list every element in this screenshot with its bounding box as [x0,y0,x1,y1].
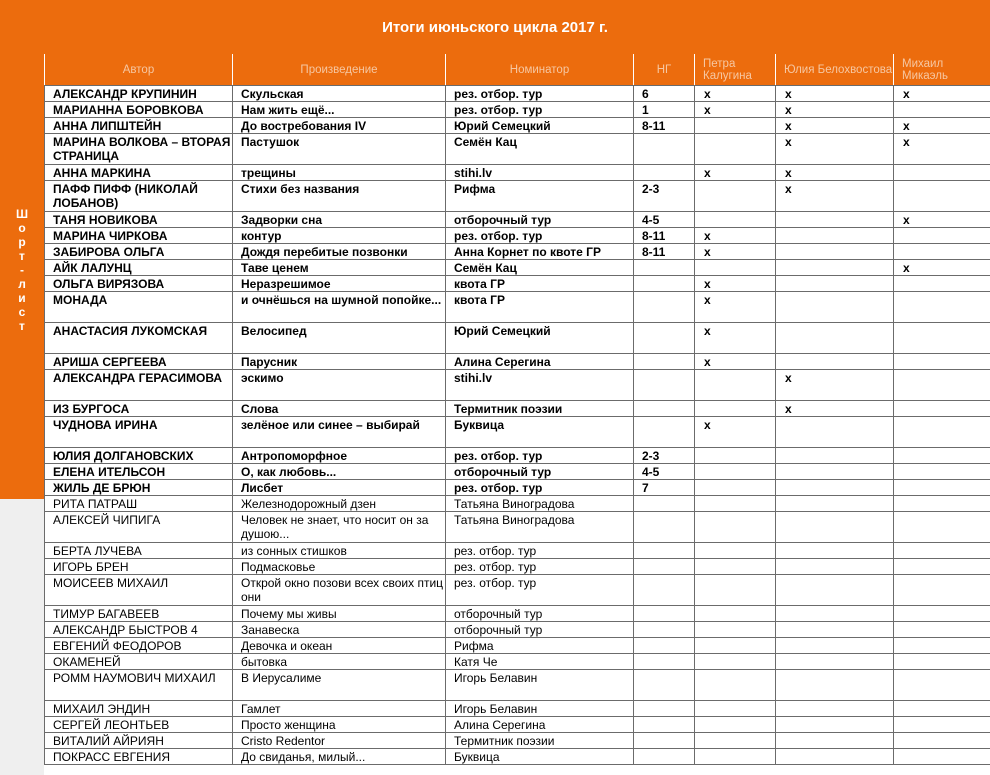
long-row [45,622,990,638]
nominator-cell: Рифма [446,638,634,654]
nominator-cell: рез. отбор. тур [446,86,634,102]
nominator-cell: Термитник поэзии [446,401,634,417]
judge-1-cell [695,448,776,464]
author-cell: ПОКРАСС ЕВГЕНИЯ [45,749,233,765]
long-row [45,512,990,543]
judge-1-cell: x [695,417,776,448]
judge-2-cell: x [776,181,894,212]
author-cell: РИТА ПАТРАШ [45,496,233,512]
nominator-cell: Юрий Семецкий [446,118,634,134]
header-nominator: Номинатор [445,54,633,85]
shortlist-side-label [0,207,44,333]
nominator-cell: Татьяна Виноградова [446,512,634,543]
ng-cell: 6 [634,86,695,102]
work-cell: Пастушок [233,134,446,165]
judge-1-cell: x [695,323,776,354]
judge-1-cell [695,134,776,165]
short-row [45,464,990,480]
long-row [45,559,990,575]
nominator-cell: рез. отбор. тур [446,102,634,118]
judge-3-cell [894,543,990,559]
judge-2-cell [776,638,894,654]
judge-3-cell [894,512,990,543]
work-cell: Дождя перебитые позвонки [233,244,446,260]
judge-1-cell: x [695,244,776,260]
author-cell: ОКАМЕНЕЙ [45,654,233,670]
judge-3-cell [894,102,990,118]
ng-cell [634,323,695,354]
judge-2-cell [776,464,894,480]
judge-2-cell: x [776,165,894,181]
judge-1-cell [695,496,776,512]
short-row [45,370,990,401]
judge-2-cell [776,496,894,512]
ng-cell [634,543,695,559]
judge-3-cell [894,165,990,181]
author-cell: АЛЕКСАНДР БЫСТРОВ 4 [45,622,233,638]
nominator-cell: Семён Кац [446,134,634,165]
judge-3-cell [894,323,990,354]
judge-2-cell [776,244,894,260]
work-cell: Велосипед [233,323,446,354]
table-header [0,54,990,85]
author-cell: МОНАДА [45,292,233,323]
ng-cell [634,292,695,323]
work-cell: Нам жить ещё... [233,102,446,118]
author-cell: ЮЛИЯ ДОЛГАНОВСКИХ [45,448,233,464]
work-cell: Подмасковье [233,559,446,575]
author-cell: ИГОРЬ БРЕН [45,559,233,575]
judge-2-cell [776,606,894,622]
judge-1-cell [695,543,776,559]
author-cell: АЛЕКСАНДР КРУПИНИН [45,86,233,102]
judge-3-cell [894,401,990,417]
author-cell: БЕРТА ЛУЧЕВА [45,543,233,559]
judge-3-cell [894,559,990,575]
judge-3-cell [894,717,990,733]
ng-cell [634,417,695,448]
judge-2-cell [776,323,894,354]
author-cell: СЕРГЕЙ ЛЕОНТЬЕВ [45,717,233,733]
nominator-cell: рез. отбор. тур [446,559,634,575]
judge-2-cell: x [776,134,894,165]
long-row [45,749,990,765]
ng-cell [634,401,695,417]
judge-1-cell: x [695,354,776,370]
judge-1-cell [695,622,776,638]
author-cell: ВИТАЛИЙ АЙРИЯН [45,733,233,749]
ng-cell [634,496,695,512]
side-label-letter: л [18,277,26,291]
judge-2-cell [776,260,894,276]
work-cell: Стихи без названия [233,181,446,212]
nominator-cell: Алина Серегина [446,717,634,733]
nominator-cell: рез. отбор. тур [446,448,634,464]
author-cell: ЧУДНОВА ИРИНА [45,417,233,448]
judge-1-cell [695,181,776,212]
author-cell: ПАФФ ПИФФ (НИКОЛАЙ ЛОБАНОВ) [45,181,233,212]
nominator-cell: отборочный тур [446,606,634,622]
judge-3-cell [894,622,990,638]
author-cell: ОЛЬГА ВИРЯЗОВА [45,276,233,292]
nominator-cell: Термитник поэзии [446,733,634,749]
nominator-cell: Игорь Белавин [446,670,634,701]
judge-3-cell [894,370,990,401]
short-row [45,276,990,292]
judge-2-cell [776,480,894,496]
ng-cell: 8-11 [634,228,695,244]
side-label-letter: р [18,235,26,249]
nominator-cell: рез. отбор. тур [446,575,634,606]
author-cell: МОИСЕЕВ МИХАИЛ [45,575,233,606]
work-cell: Девочка и океан [233,638,446,654]
short-row [45,134,990,165]
judge-2-cell [776,512,894,543]
judge-3-cell [894,354,990,370]
judge-1-cell [695,733,776,749]
judge-2-cell [776,543,894,559]
ng-cell: 7 [634,480,695,496]
judge-3-cell [894,701,990,717]
judge-3-cell [894,733,990,749]
judge-2-cell [776,654,894,670]
long-row [45,543,990,559]
author-cell: ЕЛЕНА ИТЕЛЬСОН [45,464,233,480]
work-cell: Гамлет [233,701,446,717]
judge-1-cell [695,118,776,134]
side-label-letter: с [18,305,26,319]
nominator-cell: Буквица [446,749,634,765]
judge-3-cell [894,575,990,606]
work-cell: Занавеска [233,622,446,638]
ng-cell [634,134,695,165]
short-row [45,323,990,354]
ng-cell: 8-11 [634,118,695,134]
author-cell: АННА ЛИПШТЕЙН [45,118,233,134]
short-row [45,165,990,181]
judge-2-cell: x [776,86,894,102]
work-cell: Задворки сна [233,212,446,228]
judge-3-cell: x [894,212,990,228]
long-row [45,733,990,749]
long-row [45,670,990,701]
side-label-letter: - [20,263,24,277]
author-cell: МИХАИЛ ЭНДИН [45,701,233,717]
header-author: Автор [44,54,232,85]
ng-cell: 1 [634,102,695,118]
judge-2-cell [776,670,894,701]
author-cell: АЛЕКСЕЙ ЧИПИГА [45,512,233,543]
author-cell: АНАСТАСИЯ ЛУКОМСКАЯ [45,323,233,354]
ng-cell [634,370,695,401]
judge-1-cell [695,575,776,606]
nominator-cell: рез. отбор. тур [446,480,634,496]
short-row [45,118,990,134]
short-row [45,260,990,276]
author-cell: МАРИНА ВОЛКОВА – ВТОРАЯ СТРАНИЦА [45,134,233,165]
side-label-letter: о [18,221,26,235]
ng-cell [634,733,695,749]
ng-cell [634,575,695,606]
work-cell: Слова [233,401,446,417]
ng-cell [634,701,695,717]
ng-cell [634,606,695,622]
author-cell: АННА МАРКИНА [45,165,233,181]
judge-2-cell: x [776,118,894,134]
long-row [45,575,990,606]
nominator-cell: stihi.lv [446,370,634,401]
ng-cell [634,512,695,543]
judge-3-cell [894,448,990,464]
judge-2-cell [776,622,894,638]
nominator-cell: Рифма [446,181,634,212]
judge-3-cell: x [894,118,990,134]
judge-2-cell [776,448,894,464]
short-row [45,181,990,212]
judge-3-cell [894,670,990,701]
judge-3-cell: x [894,260,990,276]
judge-1-cell [695,717,776,733]
work-cell: Cristo Redentor [233,733,446,749]
judge-1-cell [695,512,776,543]
short-row [45,228,990,244]
judge-3-cell [894,276,990,292]
judge-1-cell [695,401,776,417]
nominator-cell: рез. отбор. тур [446,543,634,559]
nominator-cell: Алина Серегина [446,354,634,370]
ng-cell: 4-5 [634,464,695,480]
judge-2-cell [776,354,894,370]
ng-cell [634,654,695,670]
judge-2-cell [776,701,894,717]
long-row [45,496,990,512]
long-row [45,638,990,654]
work-cell: Железнодорожный дзен [233,496,446,512]
header-judge-2: Юлия Белохвостова [775,54,893,85]
ng-cell: 2-3 [634,181,695,212]
author-cell: ЕВГЕНИЙ ФЕОДОРОВ [45,638,233,654]
shortlist-side-band [0,54,44,499]
side-label-letter: т [19,249,25,263]
judge-2-cell [776,292,894,323]
short-row [45,480,990,496]
nominator-cell: Катя Че [446,654,634,670]
nominator-cell: квота ГР [446,276,634,292]
work-cell: Открой окно позови всех своих птиц они [233,575,446,606]
author-cell: ТАНЯ НОВИКОВА [45,212,233,228]
long-row [45,654,990,670]
ng-cell [634,749,695,765]
judge-2-cell: x [776,401,894,417]
judge-1-cell: x [695,86,776,102]
short-row [45,212,990,228]
author-cell: ТИМУР БАГАВЕЕВ [45,606,233,622]
header-ng: НГ [633,54,694,85]
judge-1-cell: x [695,276,776,292]
judge-2-cell [776,575,894,606]
author-cell: РОММ НАУМОВИЧ МИХАИЛ [45,670,233,701]
judge-3-cell [894,638,990,654]
work-cell: эскимо [233,370,446,401]
side-label-letter: т [19,319,25,333]
work-cell: Таве ценем [233,260,446,276]
work-cell: трещины [233,165,446,181]
nominator-cell: отборочный тур [446,622,634,638]
judge-3-cell [894,417,990,448]
judge-2-cell: x [776,370,894,401]
judge-1-cell: x [695,165,776,181]
judge-2-cell [776,733,894,749]
work-cell: бытовка [233,654,446,670]
judge-1-cell: x [695,228,776,244]
nominator-cell: Анна Корнет по квоте ГР [446,244,634,260]
long-row [45,606,990,622]
judge-3-cell [894,228,990,244]
judge-1-cell [695,480,776,496]
side-label-letter: и [18,291,26,305]
judge-3-cell [894,749,990,765]
long-row [45,701,990,717]
judge-1-cell [695,749,776,765]
short-row [45,417,990,448]
work-cell: и очнёшься на шумной попойке... [233,292,446,323]
judge-3-cell [894,464,990,480]
judge-1-cell [695,701,776,717]
short-row [45,102,990,118]
work-cell: До востребования IV [233,118,446,134]
ng-cell [634,165,695,181]
work-cell: Почему мы живы [233,606,446,622]
judge-2-cell [776,749,894,765]
judge-3-cell: x [894,134,990,165]
work-cell: Парусник [233,354,446,370]
work-cell: О, как любовь... [233,464,446,480]
ng-cell [634,717,695,733]
header-judge-3: Михаил Микаэль [893,54,990,85]
header-work: Произведение [232,54,445,85]
nominator-cell: Татьяна Виноградова [446,496,634,512]
longlist-side-band [0,499,44,775]
judge-2-cell [776,717,894,733]
judge-3-cell [894,292,990,323]
ng-cell [634,276,695,292]
judge-1-cell [695,654,776,670]
author-cell: АЛЕКСАНДРА ГЕРАСИМОВА [45,370,233,401]
results-table [44,85,990,765]
judge-1-cell [695,464,776,480]
work-cell: Неразрешимое [233,276,446,292]
short-row [45,244,990,260]
short-row [45,448,990,464]
short-row [45,86,990,102]
nominator-cell: stihi.lv [446,165,634,181]
long-row [45,717,990,733]
author-cell: ЖИЛЬ ДЕ БРЮН [45,480,233,496]
judge-1-cell: x [695,102,776,118]
author-cell: ИЗ БУРГОСА [45,401,233,417]
judge-1-cell [695,260,776,276]
judge-2-cell [776,417,894,448]
judge-1-cell: x [695,292,776,323]
judge-1-cell [695,638,776,654]
ng-cell [634,260,695,276]
ng-cell: 2-3 [634,448,695,464]
nominator-cell: Юрий Семецкий [446,323,634,354]
judge-3-cell [894,496,990,512]
judge-1-cell [695,606,776,622]
ng-cell [634,354,695,370]
judge-3-cell [894,181,990,212]
judge-1-cell [695,212,776,228]
ng-cell [634,622,695,638]
author-cell: ЗАБИРОВА ОЛЬГА [45,244,233,260]
judge-2-cell [776,559,894,575]
judge-3-cell [894,244,990,260]
ng-cell: 8-11 [634,244,695,260]
ng-cell [634,670,695,701]
short-row [45,292,990,323]
ng-cell: 4-5 [634,212,695,228]
work-cell: из сонных стишков [233,543,446,559]
work-cell: Просто женщина [233,717,446,733]
judge-2-cell [776,212,894,228]
work-cell: зелёное или синее – выбирай [233,417,446,448]
nominator-cell: отборочный тур [446,212,634,228]
work-cell: контур [233,228,446,244]
short-row [45,401,990,417]
author-cell: АРИША СЕРГЕЕВА [45,354,233,370]
judge-1-cell [695,370,776,401]
nominator-cell: рез. отбор. тур [446,228,634,244]
work-cell: Антропоморфное [233,448,446,464]
work-cell: Лисбет [233,480,446,496]
work-cell: Человек не знает, что носит он за душою... [233,512,446,543]
work-cell: До свиданья, милый... [233,749,446,765]
nominator-cell: Буквица [446,417,634,448]
header-judge-1: Петра Калугина [694,54,775,85]
judge-3-cell [894,606,990,622]
judge-1-cell [695,559,776,575]
short-row [45,354,990,370]
nominator-cell: квота ГР [446,292,634,323]
nominator-cell: Игорь Белавин [446,701,634,717]
judge-1-cell [695,670,776,701]
judge-3-cell [894,654,990,670]
judge-3-cell [894,480,990,496]
ng-cell [634,638,695,654]
author-cell: АЙК ЛАЛУНЦ [45,260,233,276]
work-cell: Скульская [233,86,446,102]
side-label-letter: Ш [15,207,29,221]
author-cell: МАРИАННА БОРОВКОВА [45,102,233,118]
nominator-cell: отборочный тур [446,464,634,480]
work-cell: В Иерусалиме [233,670,446,701]
judge-2-cell [776,276,894,292]
author-cell: МАРИНА ЧИРКОВА [45,228,233,244]
judge-2-cell: x [776,102,894,118]
judge-2-cell [776,228,894,244]
ng-cell [634,559,695,575]
judge-3-cell: x [894,86,990,102]
nominator-cell: Семён Кац [446,260,634,276]
page-title: Итоги июньского цикла 2017 г. [0,0,990,54]
